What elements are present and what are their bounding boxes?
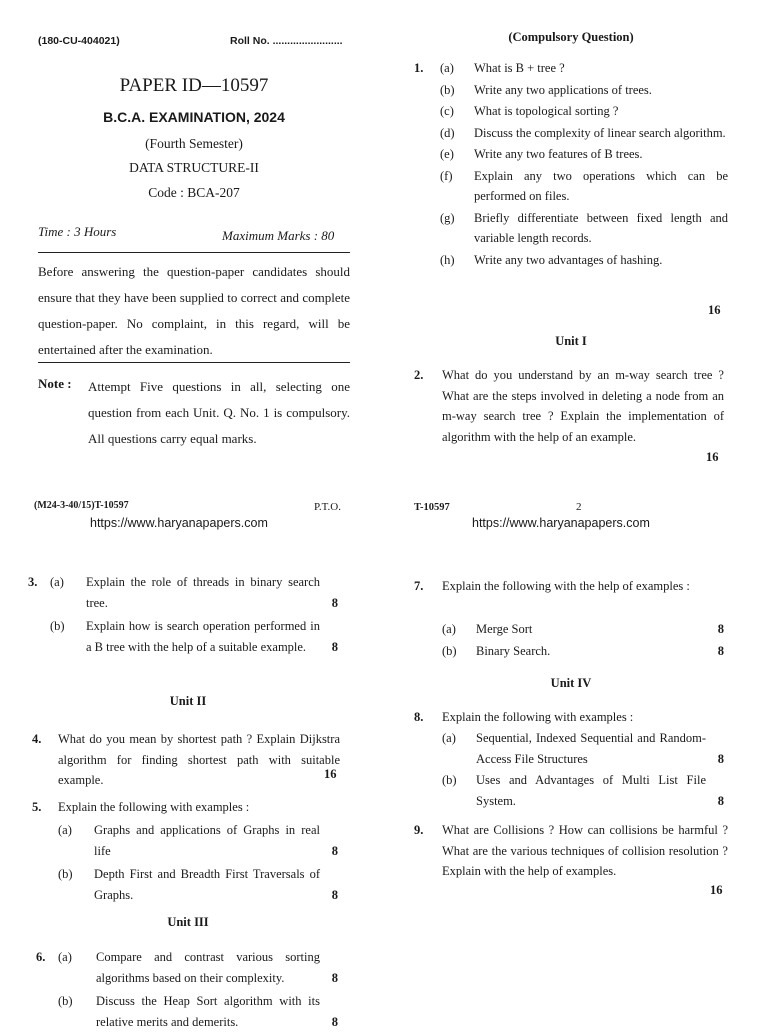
part-marks: 8 bbox=[331, 843, 338, 858]
exam-title: B.C.A. EXAMINATION, 2024 bbox=[103, 109, 285, 125]
question-number: 8. bbox=[414, 710, 424, 724]
question-parts bbox=[58, 820, 342, 908]
question-part bbox=[440, 101, 728, 122]
part-marks: 8 bbox=[331, 887, 338, 902]
part-text: Graphs and applications of Graphs in real life bbox=[94, 823, 320, 858]
question-part bbox=[440, 123, 728, 144]
part-label: (b) bbox=[442, 773, 457, 787]
question-part bbox=[440, 166, 728, 207]
question-parts bbox=[442, 728, 728, 812]
question-text: Explain the following with examples : bbox=[442, 710, 634, 724]
question-part bbox=[58, 991, 342, 1032]
part-label: (d) bbox=[440, 125, 455, 140]
question-parts bbox=[58, 947, 342, 1035]
divider bbox=[38, 362, 350, 363]
page-turn-over: P.T.O. bbox=[314, 501, 341, 513]
question-part bbox=[50, 572, 342, 613]
part-text: Binary Search. bbox=[476, 643, 551, 658]
question-part bbox=[442, 619, 728, 640]
question-marks: 16 bbox=[324, 767, 337, 781]
page-2 bbox=[414, 28, 728, 528]
question-part bbox=[440, 144, 728, 165]
page-footer-code: (M24-3-40/15)T-10597 bbox=[34, 500, 129, 511]
part-text: Explain any two operations which can be performed on files. bbox=[474, 168, 728, 203]
part-label: (h) bbox=[440, 252, 455, 267]
unit-heading: Unit I bbox=[555, 334, 587, 348]
part-text: Write any two applications of trees. bbox=[474, 82, 652, 97]
part-label: (b) bbox=[58, 867, 73, 881]
question-part bbox=[442, 728, 728, 769]
roll-number-field: Roll No. ........................ bbox=[230, 35, 343, 47]
maximum-marks: Maximum Marks : 80 bbox=[222, 228, 335, 243]
question-5 bbox=[32, 797, 342, 907]
page-3 bbox=[28, 572, 348, 1029]
part-marks: 8 bbox=[331, 639, 338, 654]
candidate-instructions: Before answering the question-paper candidates should ensure that they have been supplied to correct and complete question-paper. No complaint, in this regard, will be entertained after the examination. bbox=[38, 264, 350, 357]
part-text: Merge Sort bbox=[476, 622, 533, 636]
question-number: 3. bbox=[28, 575, 38, 589]
unit-heading: Unit IV bbox=[550, 676, 592, 690]
part-text: Discuss the complexity of linear search algorithm. bbox=[474, 125, 726, 140]
part-text: Write any two features of B trees. bbox=[474, 147, 643, 161]
part-label: (b) bbox=[58, 994, 73, 1008]
divider bbox=[38, 252, 350, 253]
paper-id: PAPER ID—10597 bbox=[119, 75, 269, 96]
question-part bbox=[442, 770, 728, 811]
paper-header-code: (180-CU-404021) bbox=[38, 35, 120, 47]
part-label: (a) bbox=[50, 575, 64, 589]
question-marks: 16 bbox=[710, 883, 723, 897]
part-text: Explain how is search operation performed in a B tree with the help of a suitable example. bbox=[86, 619, 320, 654]
question-number: 5. bbox=[32, 800, 42, 814]
page-1 bbox=[34, 28, 383, 530]
page-footer-code: T-10597 bbox=[414, 502, 450, 513]
part-text: Sequential, Indexed Sequential and Random-Access File Structures bbox=[476, 731, 706, 766]
question-2 bbox=[414, 365, 728, 475]
question-6 bbox=[36, 947, 342, 1029]
question-1 bbox=[414, 58, 728, 328]
page-number: 2 bbox=[576, 501, 582, 513]
source-url[interactable]: https://www.haryanapapers.com bbox=[90, 516, 268, 530]
part-marks: 8 bbox=[717, 643, 724, 658]
question-part bbox=[58, 947, 342, 988]
question-part bbox=[440, 58, 728, 79]
question-part bbox=[442, 641, 728, 662]
part-label: (a) bbox=[440, 61, 454, 75]
question-3 bbox=[28, 572, 348, 677]
question-number: 2. bbox=[414, 368, 424, 382]
question-text: Explain the following with examples : bbox=[58, 800, 250, 814]
part-label: (b) bbox=[442, 643, 457, 658]
question-part bbox=[58, 820, 342, 861]
section-heading: (Compulsory Question) bbox=[508, 30, 634, 44]
question-number: 1. bbox=[414, 61, 424, 75]
unit-heading: Unit II bbox=[169, 694, 207, 708]
part-text: Uses and Advantages of Multi List File System. bbox=[476, 773, 706, 808]
question-number: 4. bbox=[32, 732, 42, 746]
part-label: (g) bbox=[440, 210, 455, 225]
part-text: Briefly differentiate between fixed length and variable length records. bbox=[474, 210, 728, 245]
part-text: What is B + tree ? bbox=[474, 61, 565, 75]
source-url[interactable]: https://www.haryanapapers.com bbox=[472, 516, 650, 530]
part-text: Explain the role of threads in binary search tree. bbox=[86, 575, 320, 610]
part-marks: 8 bbox=[717, 622, 724, 636]
semester: (Fourth Semester) bbox=[145, 136, 243, 151]
part-label: (b) bbox=[50, 619, 65, 633]
part-text: Compare and contrast various sorting algorithms based on their complexity. bbox=[96, 950, 320, 985]
question-part bbox=[440, 208, 728, 249]
question-7 bbox=[414, 576, 728, 661]
question-part bbox=[50, 616, 342, 657]
question-parts bbox=[440, 58, 728, 271]
question-8 bbox=[414, 707, 728, 817]
part-label: (a) bbox=[58, 823, 72, 837]
page-4 bbox=[414, 576, 728, 906]
exam-time: Time : 3 Hours bbox=[38, 224, 117, 239]
part-text: What is topological sorting ? bbox=[474, 104, 619, 118]
note-label: Note : bbox=[38, 376, 72, 391]
part-marks: 8 bbox=[331, 595, 338, 610]
part-marks: 8 bbox=[331, 1014, 338, 1029]
question-number: 6. bbox=[36, 950, 46, 964]
question-number: 9. bbox=[414, 823, 424, 837]
question-text: Explain the following with the help of examples : bbox=[442, 579, 690, 593]
question-parts bbox=[442, 619, 728, 662]
question-parts bbox=[50, 572, 342, 660]
part-marks: 8 bbox=[717, 751, 724, 766]
question-part bbox=[440, 250, 728, 271]
question-text: What do you mean by shortest path ? Explain Dijkstra algorithm for finding shortest path with suitable example. bbox=[58, 732, 340, 787]
part-marks: 8 bbox=[331, 970, 338, 985]
part-text: Write any two advantages of hashing. bbox=[474, 252, 663, 267]
question-text: What do you understand by an m-way search tree ? What are the steps involved in deleting a node from an m-way search tree ? Explain the implementation of algorithm with the help of an example. bbox=[442, 368, 724, 444]
question-part bbox=[440, 80, 728, 101]
part-text: Depth First and Breadth First Traversals of Graphs. bbox=[94, 867, 320, 902]
part-label: (e) bbox=[440, 147, 454, 161]
note-text: Attempt Five questions in all, selecting one question from each Unit. Q. No. 1 is compulsory. All questions carry equal marks. bbox=[88, 379, 350, 446]
question-4 bbox=[32, 729, 342, 793]
part-marks: 8 bbox=[717, 793, 724, 808]
question-part bbox=[58, 864, 342, 905]
question-marks: 16 bbox=[708, 303, 721, 317]
part-label: (a) bbox=[442, 731, 456, 745]
part-label: (f) bbox=[440, 168, 453, 183]
part-label: (a) bbox=[442, 622, 456, 636]
subject: DATA STRUCTURE-II bbox=[129, 160, 259, 175]
part-label: (a) bbox=[58, 950, 72, 964]
part-text: Discuss the Heap Sort algorithm with its relative merits and demerits. bbox=[96, 994, 320, 1029]
part-label: (c) bbox=[440, 104, 454, 118]
question-marks: 16 bbox=[706, 450, 719, 464]
question-text: What are Collisions ? How can collisions be harmful ? What are the various techniques of collision resolution ? Explain with the help of examples. bbox=[442, 823, 728, 878]
unit-heading: Unit III bbox=[167, 915, 209, 929]
question-number: 7. bbox=[414, 579, 424, 593]
course-code: Code : BCA-207 bbox=[148, 185, 240, 200]
question-9 bbox=[414, 820, 728, 906]
part-label: (b) bbox=[440, 82, 455, 97]
